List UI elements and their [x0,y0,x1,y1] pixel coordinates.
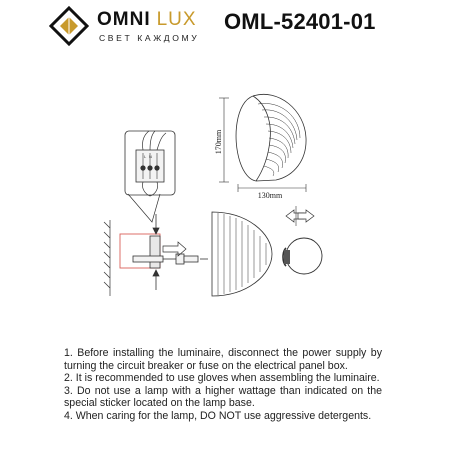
instruction-item: 3. Do not use a lamp with a higher wattage than indicated on the special sticker located on the lamp base. [64,384,382,410]
instruction-item: 2. It is recommended to use gloves when assembling the luminaire. [64,372,380,385]
technical-drawings [0,50,450,340]
svg-text:N: N [149,154,152,159]
width-label: 130mm [257,191,283,200]
svg-text:L: L [144,154,147,159]
model-number: OML-52401-01 [224,9,376,34]
mounting-bracket [133,214,208,290]
brand-tagline: СВЕТ КАЖДОМУ [99,33,200,43]
height-label: 170mm [214,129,223,155]
direction-arrows-icon [286,206,314,226]
instruction-item: 4. When caring for the lamp, DO NOT use aggressive detergents. [64,409,372,422]
brand-name-part1: OMNI [97,9,151,30]
instructions-list [64,347,382,423]
brand-name-part2: LUX [156,9,197,30]
brand-name [97,9,197,31]
terminal-block-callout [125,131,175,222]
wall [104,220,110,296]
omnilux-logo-icon [49,6,89,46]
shade-side-view [236,94,306,181]
round-lamp-detail [283,238,322,274]
shade-front-view [212,212,272,296]
header [0,0,450,50]
instruction-item: 1. Before installing the luminaire, disconnect the power supply by turning the circuit breaker or fuse on the electrical panel box. [64,347,382,372]
